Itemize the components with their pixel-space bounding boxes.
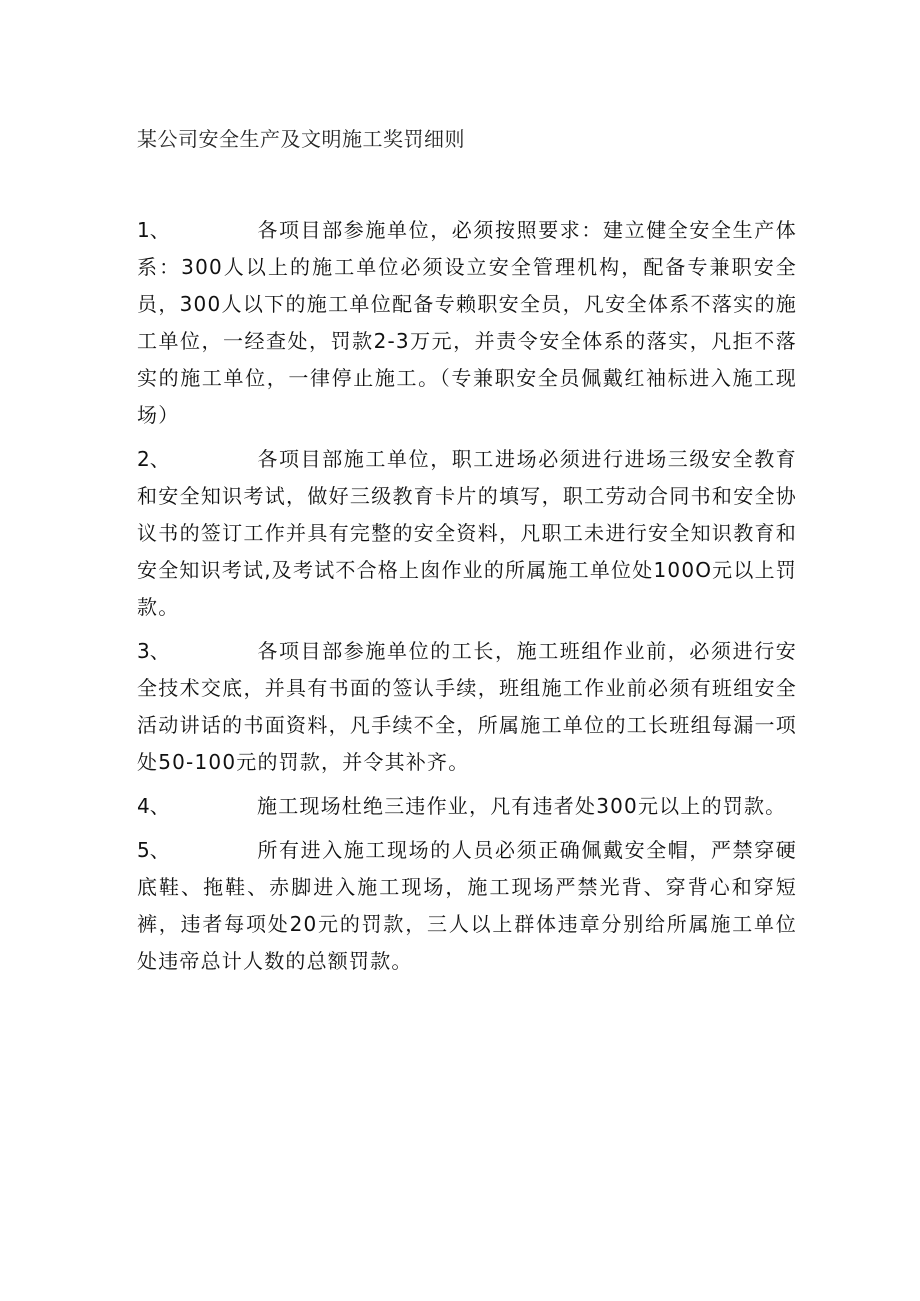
clause-number: 2、 <box>137 447 170 471</box>
clause-text: 所有进入施工现场的人员必须正确佩戴安全帽，严禁穿硬底鞋、拖鞋、赤脚进入施工现场，施工现场严禁光背、穿背心和穿短裤，违者每项处20元的罚款，三人以上群体违章分别给所属施工单位处违帝总计人数的总额罚款。 <box>137 838 797 973</box>
clause-item <box>137 441 797 626</box>
clause-item <box>137 832 797 980</box>
clause-item <box>137 212 797 434</box>
clause-number: 4、 <box>137 794 170 818</box>
clause-list <box>137 212 797 987</box>
clause-number: 3、 <box>137 639 170 663</box>
clause-text: 各项目部参施单位，必须按照要求：建立健全安全生产体系：300人以上的施工单位必须设立安全管理机构，配备专兼职安全员，300人以下的施工单位配备专赖职安全员，凡安全体系不落实的施工单位，一经查处，罚款2-3万元，并责令安全体系的落实，凡拒不落实的施工单位，一律停止施工。（专兼职安全员佩戴红袖标进入施工现场） <box>137 218 797 427</box>
clause-text: 各项目部施工单位，职工进场必须进行进场三级安全教育和安全知识考试，做好三级教育卡片的填写，职工劳动合同书和安全协议书的签订工作并具有完整的安全资料，凡职工未进行安全知识教育和安全知识考试,及考试不合格上囱作业的所属施工单位处100O元以上罚款。 <box>137 447 797 619</box>
document-title: 某公司安全生产及文明施工奖罚细则 <box>137 127 465 151</box>
clause-text: 施工现场杜绝三违作业，凡有违者处300元以上的罚款。 <box>257 794 787 818</box>
clause-number: 1、 <box>137 218 170 242</box>
clause-text: 各项目部参施单位的工长，施工班组作业前，必须进行安全技术交底，并具有书面的签认手续，班组施工作业前必须有班组安全活动讲话的书面资料，凡手续不全，所属施工单位的工长班组每漏一项处50-100元的罚款，并令其补齐。 <box>137 639 797 774</box>
clause-item <box>137 788 797 825</box>
clause-number: 5、 <box>137 838 170 862</box>
clause-item <box>137 633 797 781</box>
